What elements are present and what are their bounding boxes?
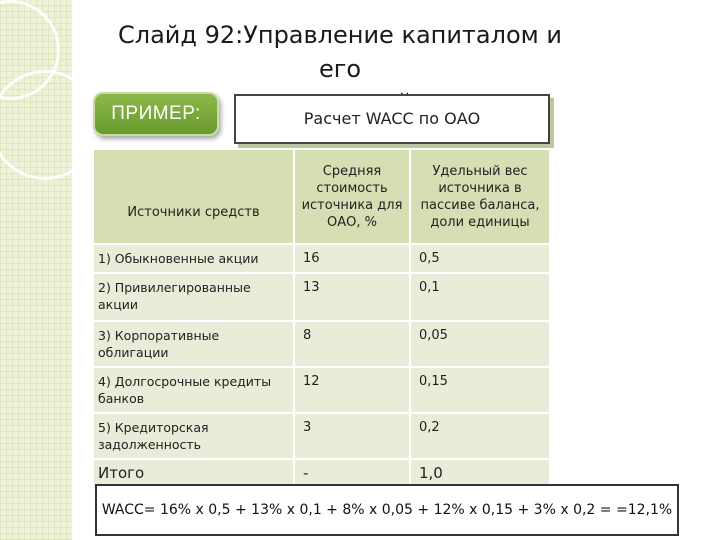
cell-source: 5) Кредиторская задолженность xyxy=(94,413,294,459)
cell-total-label: Итого xyxy=(94,459,294,489)
table-row xyxy=(94,244,550,273)
decorative-left-strip xyxy=(0,0,72,540)
example-badge: ПРИМЕР: xyxy=(93,92,219,136)
table-header-row xyxy=(94,150,550,244)
table-row xyxy=(94,413,550,459)
cell-weight: 0,1 xyxy=(410,273,550,321)
header-sources: Источники средств xyxy=(94,150,294,244)
decorative-circle xyxy=(0,70,100,180)
cell-cost: 12 xyxy=(294,367,410,413)
wacc-formula-box: WACC= 16% х 0,5 + 13% х 0,1 + 8% х 0,05 + 12% х 0,15 + 3% х 0,2 = =12,1% xyxy=(95,484,679,536)
header-avg-cost: Средняя стоимость источника для ОАО, % xyxy=(294,150,410,244)
cell-source: 2) Привилегированные акции xyxy=(94,273,294,321)
table-row xyxy=(94,321,550,367)
slide-title-line1: Слайд 92:Управление капиталом и его xyxy=(118,21,562,83)
cell-cost: 16 xyxy=(294,244,410,273)
table-row xyxy=(94,273,550,321)
cell-weight: 0,2 xyxy=(410,413,550,459)
cell-cost: 8 xyxy=(294,321,410,367)
cell-source: 4) Долгосрочные кредиты банков xyxy=(94,367,294,413)
cell-weight: 0,15 xyxy=(410,367,550,413)
cell-cost: 3 xyxy=(294,413,410,459)
cell-source: 1) Обыкновенные акции xyxy=(94,244,294,273)
cell-weight: 0,5 xyxy=(410,244,550,273)
capital-sources-table xyxy=(94,150,551,490)
table-row xyxy=(94,367,550,413)
header-weight: Удельный вес источника в пассиве баланса, доли единицы xyxy=(410,150,550,244)
cell-cost: 13 xyxy=(294,273,410,321)
cell-total-cost: - xyxy=(294,459,410,489)
cell-weight: 0,05 xyxy=(410,321,550,367)
cell-total-weight: 1,0 xyxy=(410,459,550,489)
cell-source: 3) Корпоративные облигации xyxy=(94,321,294,367)
wacc-calculation-title-box: Расчет WACC по ОАО xyxy=(234,94,550,144)
